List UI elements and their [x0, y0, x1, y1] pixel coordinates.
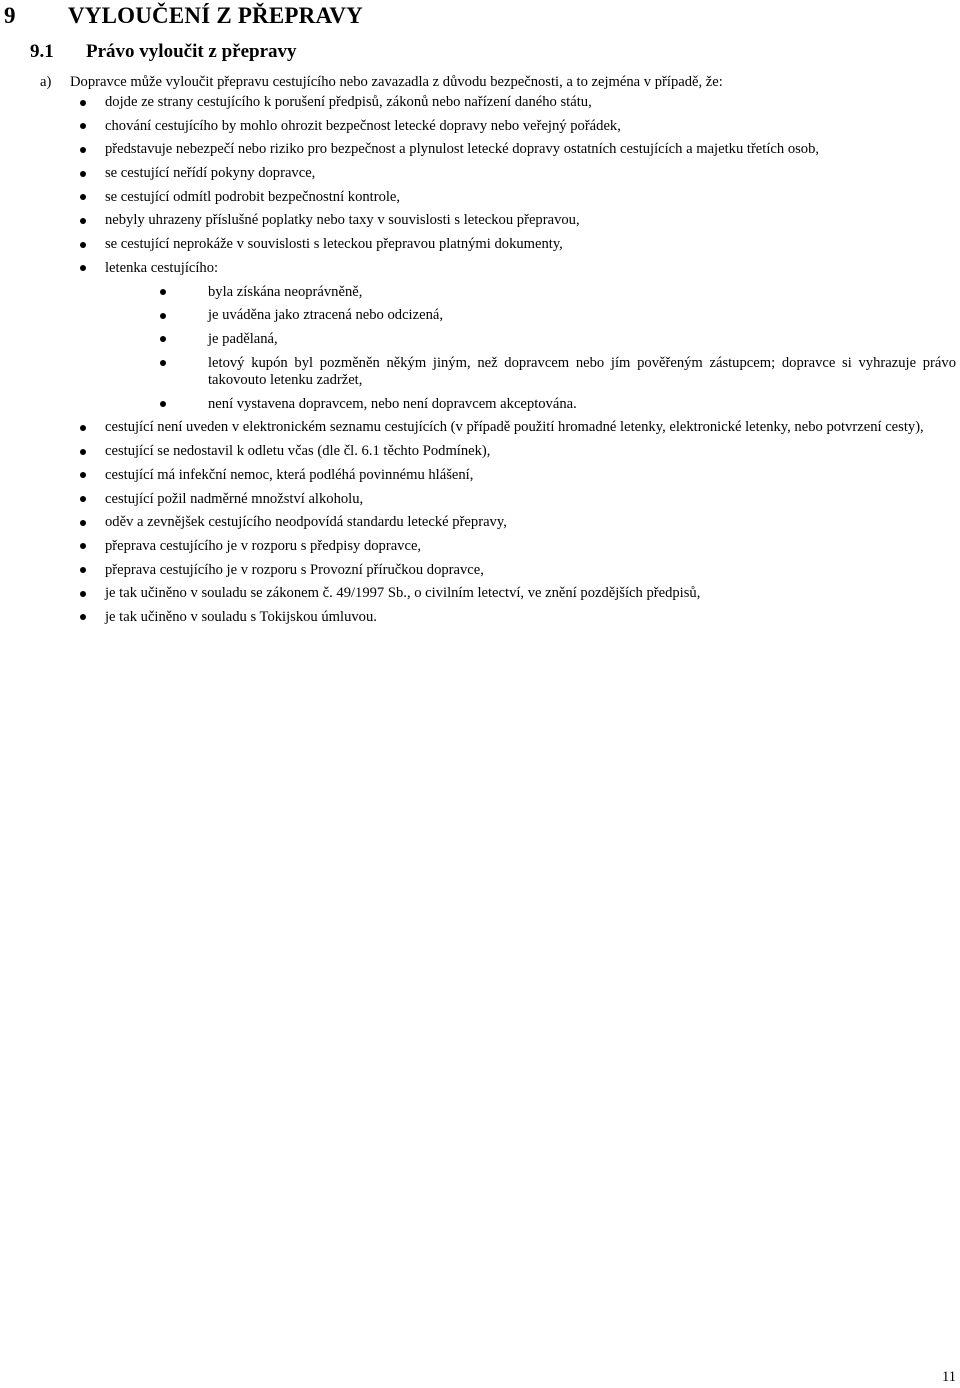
intro-text: Dopravce může vyloučit přepravu cestujícího nebo zavazadla z důvodu bezpečnosti, a to zejména v případě, že: — [70, 74, 723, 90]
bullet-icon — [160, 336, 166, 342]
list-item: cestující není uveden v elektronickém seznamu cestujících (v případě použití hromadné letenky, elektronické letenky, nebo potvrzení cesty), — [0, 419, 960, 437]
bullet-icon — [80, 567, 86, 573]
list-item: přeprava cestujícího je v rozporu s předpisy dopravce, — [0, 538, 960, 556]
ticket-label: letenka cestujícího: — [105, 259, 219, 276]
list-item: je tak učiněno v souladu se zákonem č. 49/1997 Sb., o civilním letectví, ve znění pozdějších předpisů, — [0, 585, 960, 603]
sublist-item: letový kupón byl pozměněn někým jiným, než dopravcem nebo jím pověřeným zástupcem; dopravce si vyhrazuje právo takovouto letenku zadržet, — [105, 355, 956, 390]
bullet-icon — [80, 171, 86, 177]
bullet-icon — [80, 543, 86, 549]
list-item-ticket — [0, 260, 960, 413]
section-number: 9.1 — [30, 41, 54, 62]
list-item: se cestující odmítl podrobit bezpečnostní kontrole, — [0, 189, 960, 207]
list-item: dojde ze strany cestujícího k porušení předpisů, zákonů nebo nařízení daného státu, — [0, 94, 960, 112]
chapter-title: VYLOUČENÍ Z PŘEPRAVY — [68, 3, 363, 28]
sublist-item: není vystavena dopravcem, nebo není dopravcem akceptována. — [105, 396, 956, 414]
list-item: je tak učiněno v souladu s Tokijskou úmluvou. — [0, 609, 960, 627]
bullet-icon — [80, 614, 86, 620]
bullet-icon — [80, 425, 86, 431]
list-item: přeprava cestujícího je v rozporu s Provozní příručkou dopravce, — [0, 562, 960, 580]
bullet-icon — [80, 194, 86, 200]
bullet-icon — [80, 265, 86, 271]
sublist-item: je padělaná, — [105, 331, 956, 349]
sublist-item: je uváděna jako ztracená nebo odcizená, — [105, 307, 956, 325]
bullet-icon — [80, 123, 86, 129]
bullet-icon — [80, 147, 86, 153]
bullet-icon — [160, 401, 166, 407]
bullet-icon — [160, 360, 166, 366]
list-item: cestující požil nadměrné množství alkoholu, — [0, 491, 960, 509]
list-item: cestující má infekční nemoc, která podléhá povinnému hlášení, — [0, 467, 960, 485]
bullet-icon — [160, 289, 166, 295]
bullet-icon — [160, 313, 166, 319]
list-item: chování cestujícího by mohlo ohrozit bezpečnost letecké dopravy nebo veřejný pořádek, — [0, 118, 960, 136]
intro-label: a) — [40, 74, 52, 90]
list-item: oděv a zevnějšek cestujícího neodpovídá standardu letecké přepravy, — [0, 514, 960, 532]
list-item: nebyly uhrazeny příslušné poplatky nebo taxy v souvislosti s leteckou přepravou, — [0, 212, 960, 230]
list-item: představuje nebezpečí nebo riziko pro bezpečnost a plynulost letecké dopravy ostatních cestujících a majetku třetích osob, — [0, 141, 960, 159]
chapter-number: 9 — [4, 3, 16, 28]
page-number: 11 — [941, 1369, 956, 1385]
list-item: se cestující neprokáže v souvislosti s leteckou přepravou platnými dokumenty, — [0, 236, 960, 254]
section-heading — [30, 41, 297, 63]
bullet-icon — [80, 100, 86, 106]
intro-paragraph — [40, 74, 723, 91]
bullet-icon — [80, 472, 86, 478]
bullet-icon — [80, 242, 86, 248]
bullet-icon — [80, 496, 86, 502]
bullet-icon — [80, 449, 86, 455]
bullet-icon — [80, 591, 86, 597]
chapter-heading — [4, 3, 363, 29]
reasons-list — [0, 94, 960, 633]
bullet-icon — [80, 520, 86, 526]
list-item: se cestující neřídí pokyny dopravce, — [0, 165, 960, 183]
ticket-sublist — [105, 284, 956, 414]
list-item: cestující se nedostavil k odletu včas (dle čl. 6.1 těchto Podmínek), — [0, 443, 960, 461]
sublist-item: byla získána neoprávněně, — [105, 284, 956, 302]
section-title: Právo vyloučit z přepravy — [86, 41, 297, 62]
bullet-icon — [80, 218, 86, 224]
